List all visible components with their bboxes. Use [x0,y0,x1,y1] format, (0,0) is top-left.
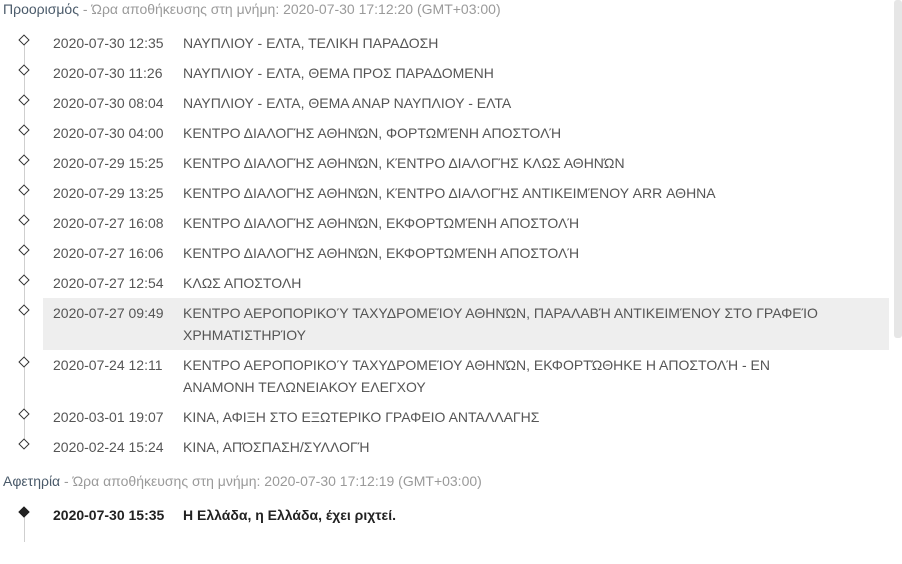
origin-stored-time: - Ώρα αποθήκευσης στη μνήμη: 2020-07-30 17:12:19 (GMT+03:00) [60,473,482,489]
destination-label: Προορισμός [3,1,79,17]
event-row [43,92,889,114]
event-marker-filled-icon [18,506,29,517]
event-marker-icon [18,408,29,419]
event-row [43,182,889,204]
event-description: ΝΑΥΠΛΙΟΥ - ΕΛΤΑ, ΤΕΛΙΚΗ ΠΑΡΑΔΟΣΗ [183,35,439,51]
destination-header [3,1,501,17]
event-time: 2020-07-27 09:49 [53,305,164,321]
event-row [43,62,889,84]
event-time: 2020-07-29 15:25 [53,155,164,171]
event-description: ΚΕΝΤΡΟ ΔΙΑΛΟΓΉΣ ΑΘΗΝΏΝ, ΕΚΦΟΡΤΩΜΈΝΗ ΑΠΟΣΤΟΛΉ [183,245,580,261]
event-time: 2020-07-24 12:11 [53,357,163,373]
event-time: 2020-03-01 19:07 [53,409,164,425]
event-row [43,32,889,54]
event-marker-icon [18,274,29,285]
event-row [43,122,889,144]
event-time: 2020-07-30 11:26 [53,65,163,81]
event-marker-icon [18,124,29,135]
event-description: ΝΑΥΠΛΙΟΥ - ΕΛΤΑ, ΘΕΜΑ ΑΝΑΡ ΝΑΥΠΛΙΟΥ - ΕΛΤΑ [183,95,512,111]
event-description: ΚΙΝΑ, ΑΦΙΞΗ ΣΤΟ ΕΞΩΤΕΡΙΚΟ ΓΡΑΦΕΙΟ ΑΝΤΑΛΛΑΓΗΣ [183,409,540,425]
event-description: ΚΕΝΤΡΟ ΑΕΡΟΠΟΡΙΚΟΎ ΤΑΧΥΔΡΟΜΕΊΟΥ ΑΘΗΝΏΝ, ΠΑΡΑΛΑΒΉ ΑΝΤΙΚΕΙΜΈΝΟΥ ΣΤΟ ΓΡΑΦΕΊΟ ΧΡΗΜΑΤΙΣΤΗΡΊΟΥ [183,305,818,343]
origin-label: Αφετηρία [3,473,61,489]
event-time: 2020-07-30 15:35 [53,507,165,523]
event-row-hovered [43,298,889,350]
event-description: ΚΕΝΤΡΟ ΔΙΑΛΟΓΉΣ ΑΘΗΝΏΝ, ΦΟΡΤΩΜΈΝΗ ΑΠΟΣΤΟΛΉ [183,125,562,141]
event-marker-icon [18,34,29,45]
event-description: ΚΛΩΣ ΑΠΟΣΤΟΛΗ [183,275,302,291]
event-row [43,504,889,526]
event-marker-icon [18,154,29,165]
event-row [43,354,889,398]
scrollbar[interactable] [894,0,902,338]
event-row [43,212,889,234]
event-row [43,272,889,294]
event-marker-icon [18,304,29,315]
event-marker-icon [18,184,29,195]
event-time: 2020-07-27 16:06 [53,245,164,261]
event-marker-icon [18,64,29,75]
event-marker-icon [18,214,29,225]
event-time: 2020-07-30 12:35 [53,35,164,51]
event-row [43,152,889,174]
event-time: 2020-07-30 08:04 [53,95,164,111]
origin-header [3,473,482,489]
event-row [43,406,889,428]
event-marker-icon [18,438,29,449]
event-row [43,436,889,458]
event-description: ΚΙΝΑ, ΑΠΌΣΠΑΣΗ/ΣΥΛΛΟΓΉ [183,439,370,455]
event-description: ΚΕΝΤΡΟ ΔΙΑΛΟΓΉΣ ΑΘΗΝΏΝ, ΚΈΝΤΡΟ ΔΙΑΛΟΓΉΣ ΑΝΤΙΚΕΙΜΈΝΟΥ ARR ΑΘΗΝΑ [183,185,716,201]
event-description: ΝΑΥΠΛΙΟΥ - ΕΛΤΑ, ΘΕΜΑ ΠΡΟΣ ΠΑΡΑΔΟΜΕΝΗ [183,65,494,81]
event-time: 2020-07-27 16:08 [53,215,164,231]
event-marker-icon [18,94,29,105]
destination-stored-time: - Ώρα αποθήκευσης στη μνήμη: 2020-07-30 17:12:20 (GMT+03:00) [78,1,501,17]
event-description: ΚΕΝΤΡΟ ΔΙΑΛΟΓΉΣ ΑΘΗΝΏΝ, ΚΈΝΤΡΟ ΔΙΑΛΟΓΉΣ ΚΛΩΣ ΑΘΗΝΏΝ [183,155,625,171]
event-marker-icon [18,356,29,367]
event-time: 2020-07-27 12:54 [53,275,164,291]
event-description: Η Ελλάδα, η Ελλάδα, έχει ριχτεί. [183,507,396,523]
event-description: ΚΕΝΤΡΟ ΔΙΑΛΟΓΉΣ ΑΘΗΝΏΝ, ΕΚΦΟΡΤΩΜΈΝΗ ΑΠΟΣΤΟΛΉ [183,215,580,231]
event-description: ΚΕΝΤΡΟ ΑΕΡΟΠΟΡΙΚΟΎ ΤΑΧΥΔΡΟΜΕΊΟΥ ΑΘΗΝΏΝ, ΕΚΦΟΡΤΏΘΗΚΕ Η ΑΠΟΣΤΟΛΉ - ΕΝ ΑΝΑΜΟΝΗ ΤΕΛΩΝΕΙΑΚΟΥ ΕΛΕΓΧΟΥ [183,357,770,395]
event-time: 2020-07-30 04:00 [53,125,164,141]
event-time: 2020-02-24 15:24 [53,439,164,455]
event-row [43,242,889,264]
event-time: 2020-07-29 13:25 [53,185,164,201]
event-marker-icon [18,244,29,255]
